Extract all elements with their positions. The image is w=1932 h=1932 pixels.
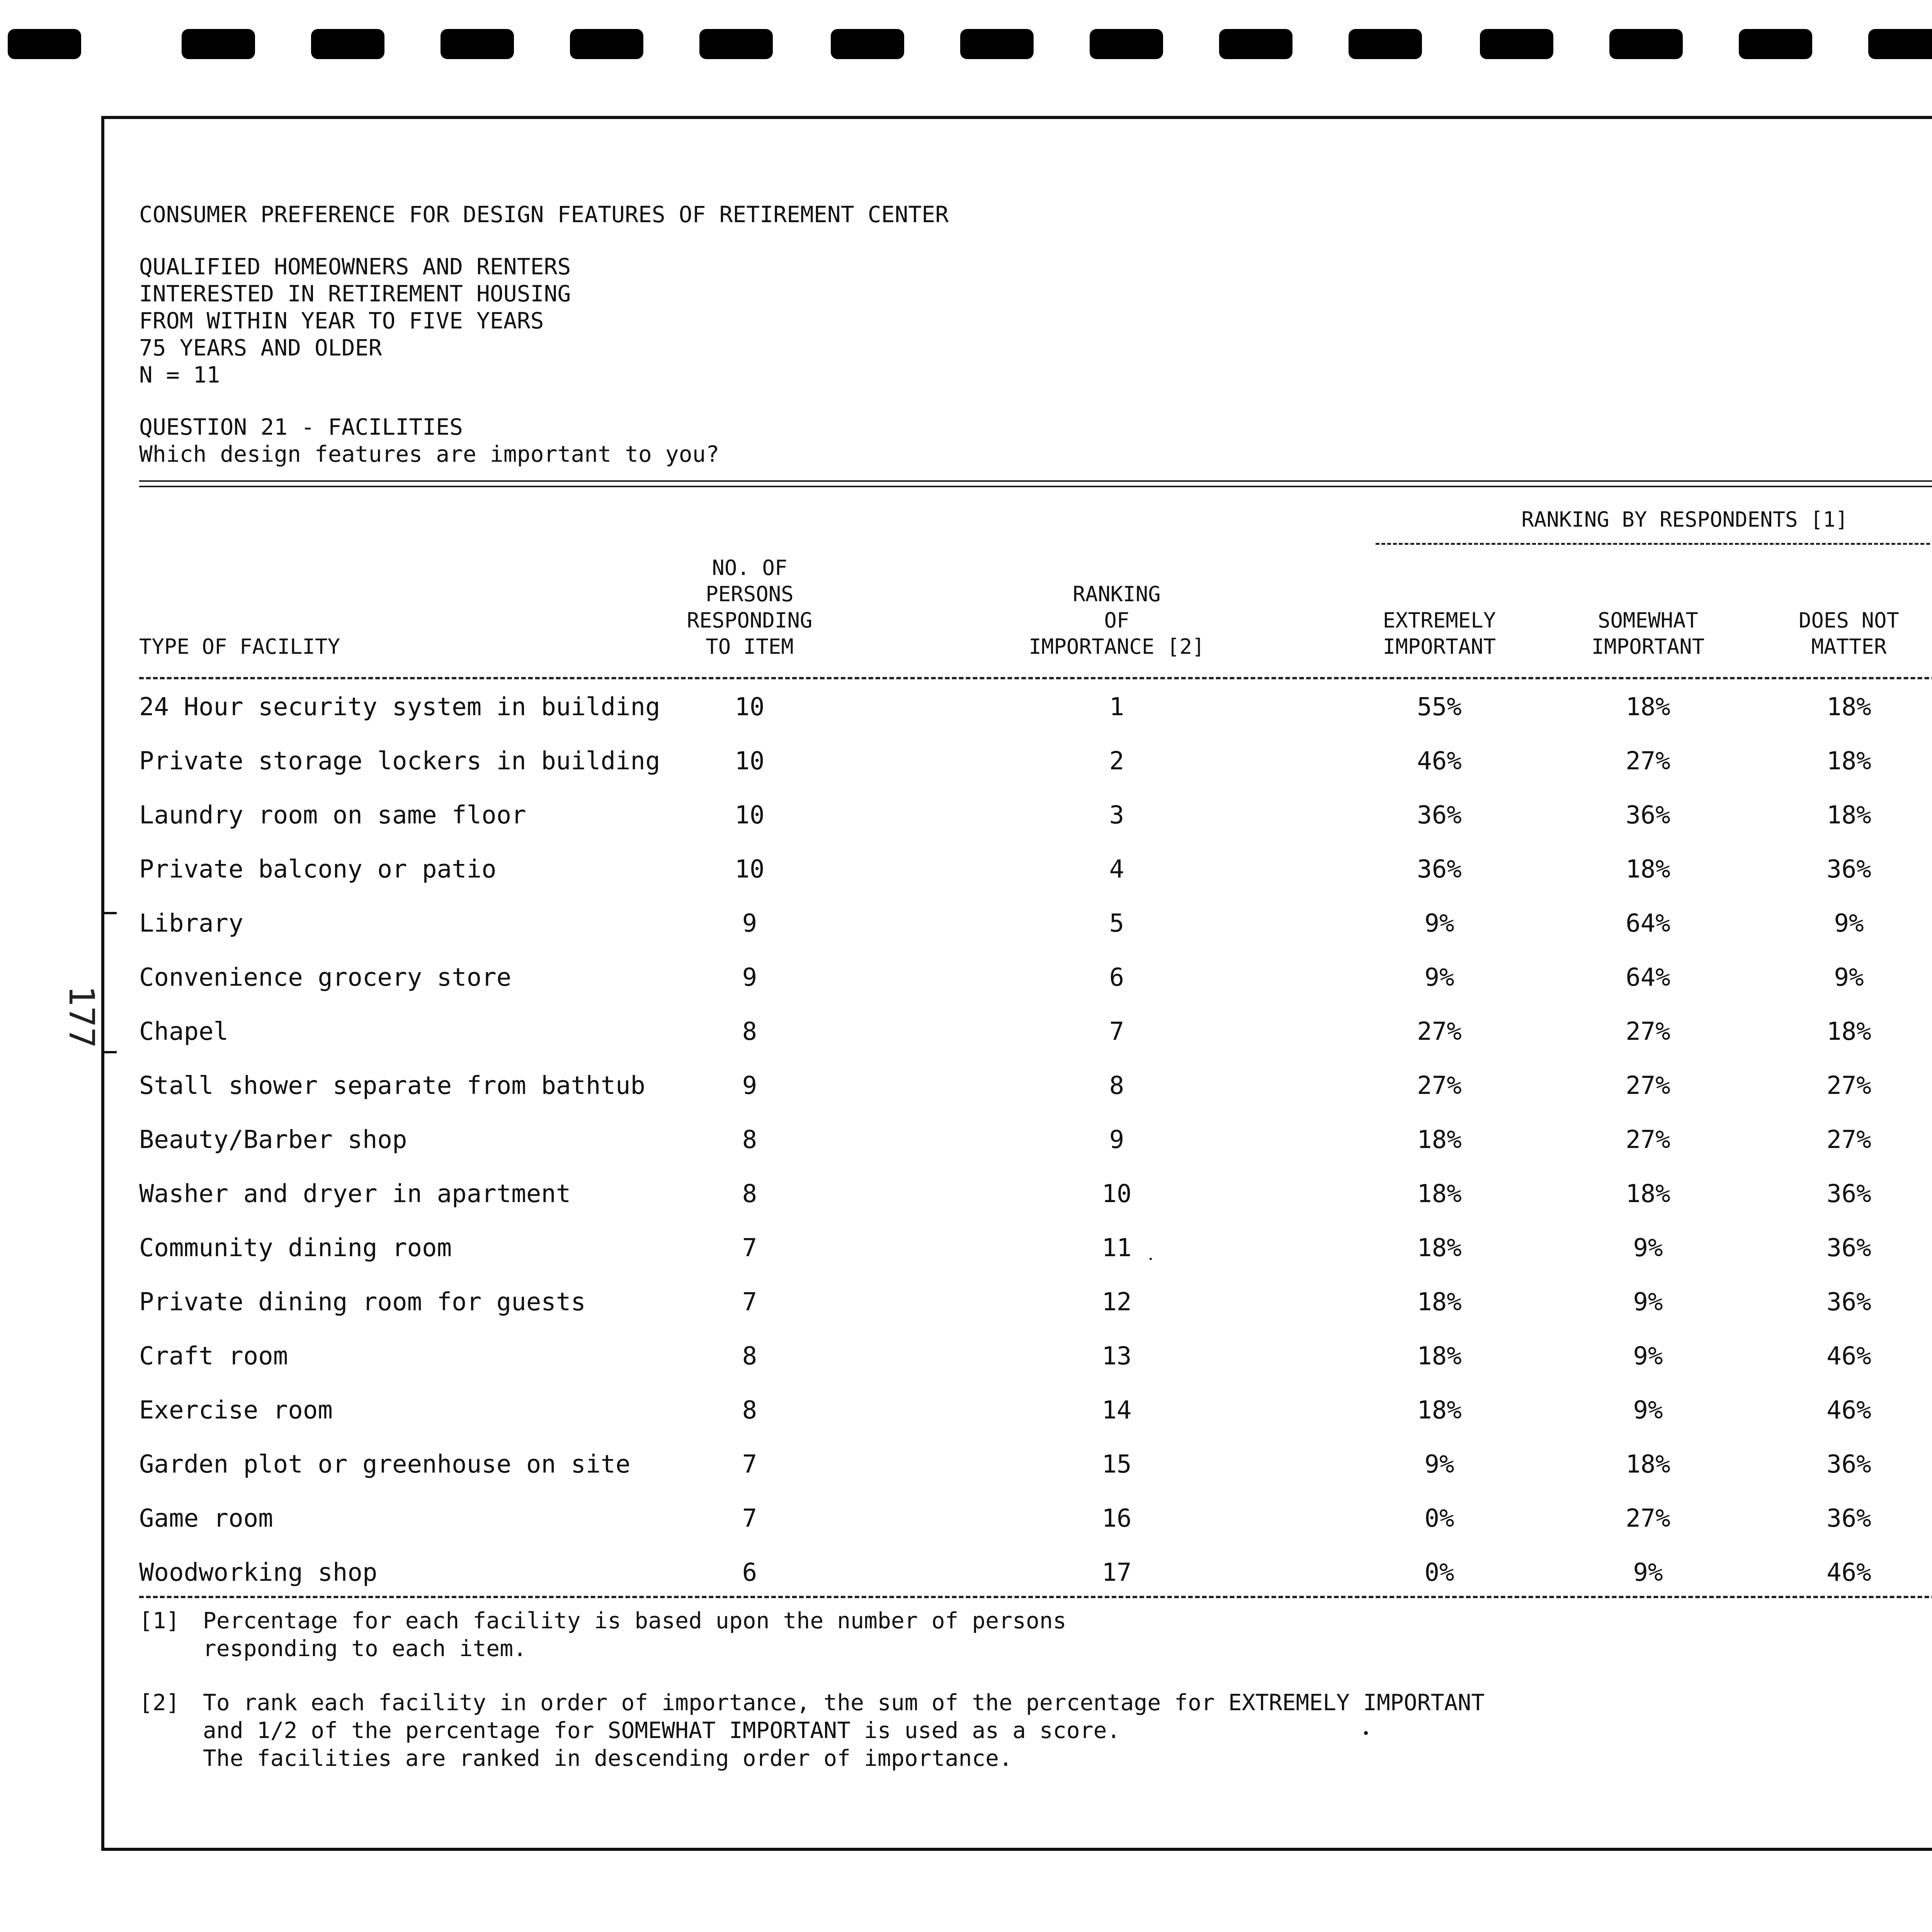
persons-count: 7 <box>742 1504 757 1533</box>
extremely-important-pct: 18% <box>1417 1126 1462 1154</box>
importance-rank: 3 <box>1109 801 1124 830</box>
somewhat-important-pct: 27% <box>1626 1504 1670 1533</box>
facility-name: Chapel <box>139 1017 229 1046</box>
importance-rank: 6 <box>1109 963 1124 992</box>
somewhat-important-pct: 27% <box>1626 1017 1670 1046</box>
does-not-matter-pct: 36% <box>1827 1504 1871 1533</box>
persons-count: 7 <box>742 1288 757 1316</box>
importance-rank: 7 <box>1109 1017 1124 1046</box>
somewhat-important-pct: 18% <box>1626 855 1670 884</box>
persons-count: 9 <box>742 909 757 938</box>
importance-rank: 9 <box>1109 1126 1124 1154</box>
extremely-important-pct: 0% <box>1424 1504 1454 1533</box>
feed-hole <box>182 29 255 59</box>
importance-rank: 17 <box>1102 1558 1132 1587</box>
table-row <box>0 1389 1932 1432</box>
feed-hole <box>1219 29 1293 59</box>
importance-rank: 2 <box>1109 747 1124 776</box>
footnote-1-line2: responding to each item. <box>203 1635 527 1662</box>
does-not-matter-pct: 36% <box>1827 1234 1871 1262</box>
does-not-matter-pct: 18% <box>1827 1017 1871 1046</box>
extremely-important-pct: 46% <box>1417 747 1462 776</box>
importance-rank: 4 <box>1109 855 1124 884</box>
table-row <box>0 1010 1932 1053</box>
does-not-matter-pct: 36% <box>1827 1180 1871 1208</box>
facility-name: Exercise room <box>139 1396 333 1425</box>
col-facility: TYPE OF FACILITY <box>139 634 340 659</box>
stray-mark <box>1150 1258 1152 1260</box>
feed-hole <box>311 29 384 59</box>
extremely-important-pct: 9% <box>1424 963 1454 992</box>
importance-rank: 16 <box>1102 1504 1132 1533</box>
report-subtitle-3: FROM WITHIN YEAR TO FIVE YEARS <box>139 308 544 334</box>
extremely-important-pct: 27% <box>1417 1017 1462 1046</box>
does-not-matter-pct: 36% <box>1827 1450 1871 1479</box>
somewhat-important-pct: 36% <box>1626 801 1670 830</box>
somewhat-important-pct: 9% <box>1633 1234 1663 1262</box>
double-rule <box>139 480 1932 487</box>
table-row <box>0 848 1932 891</box>
somewhat-important-pct: 9% <box>1633 1558 1663 1587</box>
feed-hole <box>1349 29 1422 59</box>
table-row <box>0 740 1932 782</box>
does-not-matter-pct: 9% <box>1834 909 1864 938</box>
persons-count: 7 <box>742 1234 757 1262</box>
feed-hole <box>440 29 514 59</box>
extremely-important-pct: 27% <box>1417 1071 1462 1100</box>
does-not-matter-pct: 18% <box>1827 693 1871 721</box>
extremely-important-pct: 55% <box>1417 693 1462 721</box>
facility-name: Community dining room <box>139 1234 452 1262</box>
persons-count: 10 <box>735 801 765 830</box>
persons-count: 8 <box>742 1180 757 1208</box>
feed-hole <box>8 29 81 59</box>
persons-count: 7 <box>742 1450 757 1479</box>
persons-count: 6 <box>742 1558 757 1587</box>
somewhat-important-pct: 27% <box>1626 1126 1670 1154</box>
does-not-matter-pct: 9% <box>1834 963 1864 992</box>
col-doesnot: DOES NOT MATTER <box>1798 608 1900 659</box>
facility-name: Private dining room for guests <box>139 1288 586 1316</box>
facility-name: Library <box>139 909 243 938</box>
importance-rank: 14 <box>1102 1396 1132 1425</box>
somewhat-important-pct: 18% <box>1626 693 1670 721</box>
header-rule <box>139 677 1932 679</box>
tractor-feed-holes <box>0 29 1932 64</box>
feed-hole <box>960 29 1034 59</box>
persons-count: 8 <box>742 1396 757 1425</box>
page-number: 177 <box>61 985 102 1048</box>
persons-count: 8 <box>742 1342 757 1371</box>
facility-name: Woodworking shop <box>139 1558 378 1587</box>
extremely-important-pct: 18% <box>1417 1342 1462 1371</box>
does-not-matter-pct: 46% <box>1827 1396 1871 1425</box>
somewhat-important-pct: 27% <box>1626 1071 1670 1100</box>
sample-size: N = 11 <box>139 362 220 388</box>
table-row <box>0 794 1932 837</box>
facility-name: Convenience grocery store <box>139 963 512 992</box>
importance-rank: 8 <box>1109 1071 1124 1100</box>
does-not-matter-pct: 27% <box>1827 1071 1871 1100</box>
facility-name: Game room <box>139 1504 273 1533</box>
report-subtitle-2: INTERESTED IN RETIREMENT HOUSING <box>139 281 571 307</box>
facility-name: Private balcony or patio <box>139 855 497 884</box>
extremely-important-pct: 0% <box>1424 1558 1454 1587</box>
somewhat-important-pct: 18% <box>1626 1450 1670 1479</box>
report-header <box>139 201 1607 468</box>
table-row <box>0 902 1932 945</box>
footnote-1-line1: Percentage for each facility is based upon the number of persons <box>203 1607 1066 1634</box>
facility-name: Beauty/Barber shop <box>139 1126 407 1154</box>
footnote-1 <box>203 1607 1066 1662</box>
persons-count: 8 <box>742 1017 757 1046</box>
col-persons: NO. OF PERSONS RESPONDING TO ITEM <box>687 556 813 659</box>
ranking-group-label: RANKING BY RESPONDENTS [1] <box>1521 507 1848 532</box>
somewhat-important-pct: 9% <box>1633 1288 1663 1316</box>
question-text: Which design features are important to you? <box>139 441 719 467</box>
table-row <box>0 1335 1932 1378</box>
somewhat-important-pct: 64% <box>1626 963 1670 992</box>
somewhat-important-pct: 9% <box>1633 1342 1663 1371</box>
table-row <box>0 1065 1932 1107</box>
facility-name: Craft room <box>139 1342 288 1371</box>
persons-count: 10 <box>735 693 765 721</box>
extremely-important-pct: 18% <box>1417 1234 1462 1262</box>
extremely-important-pct: 36% <box>1417 855 1462 884</box>
importance-rank: 15 <box>1102 1450 1132 1479</box>
table-row <box>0 1551 1932 1594</box>
extremely-important-pct: 9% <box>1424 909 1454 938</box>
importance-rank: 11 <box>1102 1234 1132 1262</box>
does-not-matter-pct: 18% <box>1827 747 1871 776</box>
feed-hole <box>699 29 773 59</box>
persons-count: 9 <box>742 1071 757 1100</box>
feed-hole <box>831 29 904 59</box>
col-ranking: RANKING OF IMPORTANCE [2] <box>1029 582 1205 659</box>
importance-rank: 10 <box>1102 1180 1132 1208</box>
extremely-important-pct: 18% <box>1417 1396 1462 1425</box>
feed-hole <box>570 29 643 59</box>
somewhat-important-pct: 64% <box>1626 909 1670 938</box>
footnote-2-marker: [2] <box>139 1689 180 1716</box>
footnote-2-line3: The facilities are ranked in descending order of importance. <box>203 1745 1013 1771</box>
table-row <box>0 1119 1932 1161</box>
footnote-2-line1: To rank each facility in order of importance, the sum of the percentage for EXTREMELY IMPORTANT <box>203 1689 1485 1716</box>
table-bottom-rule <box>139 1596 1932 1598</box>
report-subtitle-4: 75 YEARS AND OLDER <box>139 335 382 361</box>
table-row <box>0 1173 1932 1215</box>
importance-rank: 5 <box>1109 909 1124 938</box>
group-rule <box>1376 543 1932 545</box>
stray-mark <box>1364 1731 1368 1735</box>
persons-count: 9 <box>742 963 757 992</box>
feed-hole <box>1609 29 1683 59</box>
table-row <box>0 686 1932 728</box>
somewhat-important-pct: 9% <box>1633 1396 1663 1425</box>
col-somewhat: SOMEWHAT IMPORTANT <box>1591 608 1705 659</box>
extremely-important-pct: 18% <box>1417 1288 1462 1316</box>
somewhat-important-pct: 18% <box>1626 1180 1670 1208</box>
extremely-important-pct: 36% <box>1417 801 1462 830</box>
does-not-matter-pct: 46% <box>1827 1342 1871 1371</box>
footnote-2 <box>203 1689 1485 1772</box>
facility-name: Washer and dryer in apartment <box>139 1180 571 1208</box>
table-row <box>0 1497 1932 1540</box>
persons-count: 10 <box>735 855 765 884</box>
facility-name: Garden plot or greenhouse on site <box>139 1450 631 1479</box>
extremely-important-pct: 9% <box>1424 1450 1454 1479</box>
feed-hole <box>1090 29 1163 59</box>
somewhat-important-pct: 27% <box>1626 747 1670 776</box>
feed-hole <box>1480 29 1553 59</box>
report-title: CONSUMER PREFERENCE FOR DESIGN FEATURES OF RETIREMENT CENTER <box>139 201 949 228</box>
facility-name: 24 Hour security system in building <box>139 693 660 721</box>
question-label: QUESTION 21 - FACILITIES <box>139 414 463 440</box>
does-not-matter-pct: 36% <box>1827 855 1871 884</box>
footnote-1-marker: [1] <box>139 1607 180 1634</box>
persons-count: 10 <box>735 747 765 776</box>
facility-name: Private storage lockers in building <box>139 747 660 776</box>
table-row <box>0 956 1932 999</box>
facility-name: Stall shower separate from bathtub <box>139 1071 646 1100</box>
importance-rank: 13 <box>1102 1342 1132 1371</box>
does-not-matter-pct: 27% <box>1827 1126 1871 1154</box>
does-not-matter-pct: 46% <box>1827 1558 1871 1587</box>
table-row <box>0 1443 1932 1486</box>
table-row <box>0 1227 1932 1269</box>
footnote-2-line2: and 1/2 of the percentage for SOMEWHAT IMPORTANT is used as a score. <box>203 1717 1121 1743</box>
feed-hole <box>1739 29 1812 59</box>
does-not-matter-pct: 36% <box>1827 1288 1871 1316</box>
persons-count: 8 <box>742 1126 757 1154</box>
extremely-important-pct: 18% <box>1417 1180 1462 1208</box>
feed-hole <box>1868 29 1932 59</box>
importance-rank: 12 <box>1102 1288 1132 1316</box>
facility-name: Laundry room on same floor <box>139 801 526 830</box>
importance-rank: 1 <box>1109 693 1124 721</box>
table-row <box>0 1281 1932 1323</box>
col-extremely: EXTREMELY IMPORTANT <box>1383 608 1496 659</box>
does-not-matter-pct: 18% <box>1827 801 1871 830</box>
report-subtitle-1: QUALIFIED HOMEOWNERS AND RENTERS <box>139 253 571 280</box>
